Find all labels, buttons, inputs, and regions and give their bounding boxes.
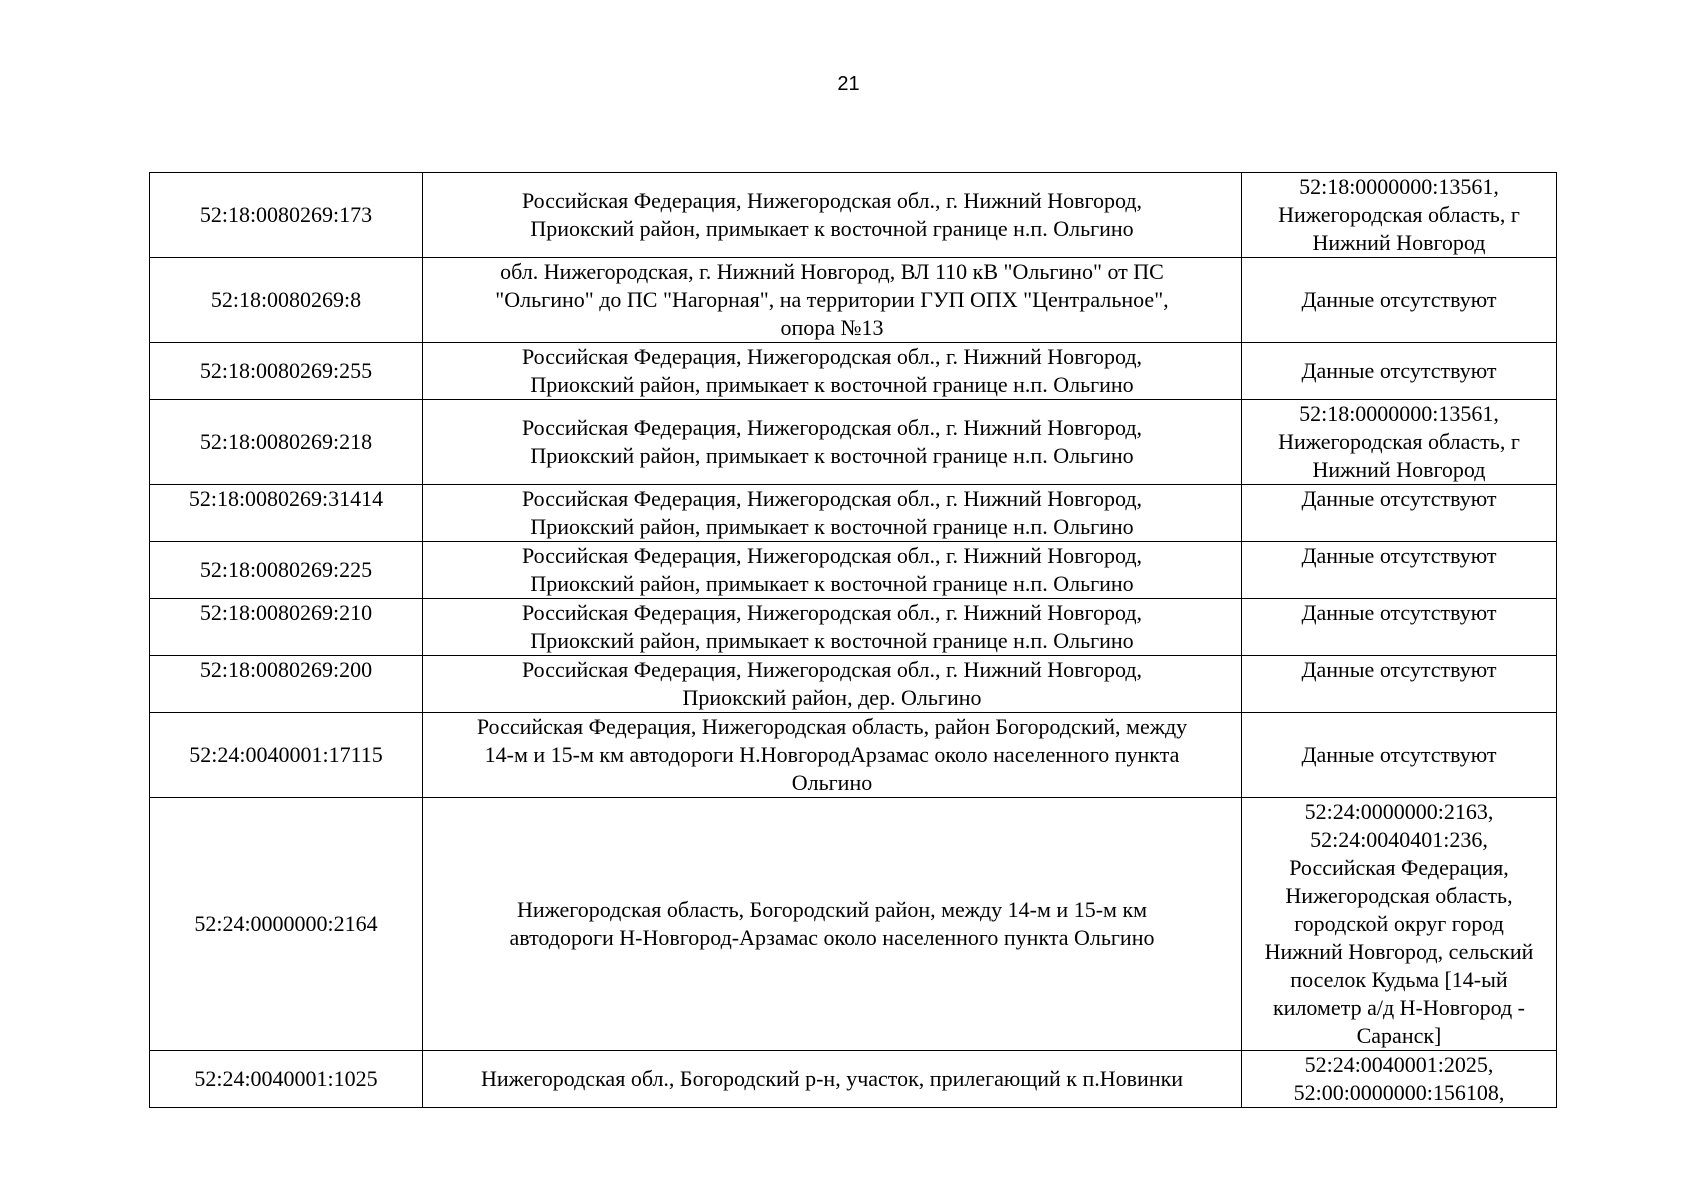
related-line: 52:18:0000000:13561,: [1299, 401, 1499, 426]
related-line: Нижний Новгород: [1312, 230, 1486, 255]
related-line: Данные отсутствуют: [1301, 742, 1497, 767]
address-cell: [423, 656, 1242, 713]
related-line: Нижегородская область, г: [1278, 202, 1520, 227]
related-line: 52:24:0040001:2025,: [1304, 1052, 1494, 1077]
address-line: "Ольгино" до ПС "Нагорная", на территории ГУП ОПХ "Центральное",: [495, 287, 1169, 312]
address-line: Приокский район, примыкает к восточной границе н.п. Ольгино: [530, 571, 1134, 596]
address-line: Российская Федерация, Нижегородская обл., г. Нижний Новгород,: [521, 344, 1143, 369]
related-cell: [1242, 656, 1557, 713]
cadastral-number-cell: [150, 599, 423, 656]
related-line: Российская Федерация,: [1289, 855, 1509, 880]
address-line: Нижегородская область, Богородский район, между 14-м и 15-м км: [516, 897, 1148, 922]
related-line: Данные отсутствуют: [1301, 486, 1497, 511]
address-cell: [423, 400, 1242, 485]
cadastral-number: 52:18:0080269:31414: [188, 486, 384, 511]
address-line: Российская Федерация, Нижегородская область, район Богородский, между: [476, 714, 1188, 739]
address-line: Приокский район, примыкает к восточной границе н.п. Ольгино: [530, 372, 1134, 397]
related-cell: [1242, 542, 1557, 599]
address-line: Приокский район, дер. Ольгино: [682, 685, 982, 710]
address-line: Приокский район, примыкает к восточной границе н.п. Ольгино: [530, 216, 1134, 241]
cadastral-number-cell: [150, 400, 423, 485]
cadastral-number-cell: [150, 258, 423, 343]
address-line: 14-м и 15-м км автодороги Н.НовгородАрзамас около населенного пункта: [484, 742, 1180, 767]
table-row: [150, 485, 1557, 542]
table-row: [150, 258, 1557, 343]
address-line: опора №13: [780, 315, 884, 340]
page-number: 21: [837, 73, 860, 95]
related-line: городской округ город: [1294, 911, 1504, 936]
cadastral-number: 52:18:0080269:225: [199, 557, 373, 582]
cadastral-number: 52:18:0080269:200: [199, 657, 373, 682]
related-line: 52:18:0000000:13561,: [1299, 174, 1499, 199]
cadastral-number: 52:18:0080269:8: [210, 287, 362, 312]
address-line: Российская Федерация, Нижегородская обл., г. Нижний Новгород,: [521, 657, 1143, 682]
cadastral-number-cell: [150, 343, 423, 400]
address-line: Российская Федерация, Нижегородская обл., г. Нижний Новгород,: [521, 600, 1143, 625]
related-cell: [1242, 1051, 1557, 1108]
related-line: Саранск]: [1356, 1023, 1442, 1048]
address-line: Российская Федерация, Нижегородская обл., г. Нижний Новгород,: [521, 543, 1143, 568]
related-line: Нижний Новгород, сельский: [1264, 939, 1534, 964]
address-cell: [423, 1051, 1242, 1108]
table-row: [150, 798, 1557, 1051]
cadastral-number: 52:24:0000000:2164: [194, 911, 378, 936]
related-cell: [1242, 343, 1557, 400]
related-line: Данные отсутствуют: [1301, 358, 1497, 383]
related-line: 52:00:0000000:156108,: [1293, 1080, 1505, 1105]
address-cell: [423, 173, 1242, 258]
cadastral-number-cell: [150, 173, 423, 258]
address-line: Приокский район, примыкает к восточной границе н.п. Ольгино: [530, 628, 1134, 653]
address-line: Российская Федерация, Нижегородская обл., г. Нижний Новгород,: [521, 486, 1143, 511]
related-line: поселок Кудьма [14-ый: [1290, 967, 1508, 992]
related-line: Данные отсутствуют: [1301, 600, 1497, 625]
cadastral-number: 52:24:0040001:1025: [194, 1066, 378, 1091]
address-line: Российская Федерация, Нижегородская обл., г. Нижний Новгород,: [521, 188, 1143, 213]
address-cell: [423, 542, 1242, 599]
table-row: [150, 713, 1557, 798]
cadastral-number-cell: [150, 798, 423, 1051]
related-cell: [1242, 400, 1557, 485]
related-cell: [1242, 173, 1557, 258]
related-cell: [1242, 798, 1557, 1051]
cadastral-number-cell: [150, 656, 423, 713]
related-line: Данные отсутствуют: [1301, 543, 1497, 568]
related-line: 52:24:0040401:236,: [1310, 827, 1488, 852]
related-line: километр а/д Н-Новгород -: [1272, 995, 1525, 1020]
address-line: Приокский район, примыкает к восточной границе н.п. Ольгино: [530, 514, 1134, 539]
related-cell: [1242, 599, 1557, 656]
address-line: Российская Федерация, Нижегородская обл., г. Нижний Новгород,: [521, 415, 1143, 440]
table-row: [150, 1051, 1557, 1108]
related-line: Данные отсутствуют: [1301, 657, 1497, 682]
cadastral-number-cell: [150, 542, 423, 599]
cadastral-number: 52:18:0080269:173: [199, 202, 373, 227]
cadastral-number-cell: [150, 1051, 423, 1108]
related-line: Нижний Новгород: [1312, 457, 1486, 482]
related-cell: [1242, 713, 1557, 798]
address-cell: [423, 713, 1242, 798]
cadastral-number-cell: [150, 485, 423, 542]
address-cell: [423, 798, 1242, 1051]
related-line: 52:24:0000000:2163,: [1304, 799, 1494, 824]
table-row: [150, 599, 1557, 656]
cadastral-table: [149, 172, 1557, 1108]
table-row: [150, 400, 1557, 485]
cadastral-number: 52:24:0040001:17115: [189, 742, 383, 767]
address-cell: [423, 485, 1242, 542]
table-row: [150, 656, 1557, 713]
table-row: [150, 343, 1557, 400]
address-line: Приокский район, примыкает к восточной границе н.п. Ольгино: [530, 443, 1134, 468]
address-line: Ольгино: [791, 770, 873, 795]
cadastral-number: 52:18:0080269:255: [199, 358, 373, 383]
table-row: [150, 542, 1557, 599]
address-line: автодороги Н-Новгород-Арзамас около населенного пункта Ольгино: [509, 925, 1155, 950]
address-cell: [423, 258, 1242, 343]
cadastral-number: 52:18:0080269:210: [199, 600, 373, 625]
related-cell: [1242, 485, 1557, 542]
address-line: Нижегородская обл., Богородский р-н, участок, прилегающий к п.Новинки: [480, 1066, 1184, 1091]
address-line: обл. Нижегородская, г. Нижний Новгород, ВЛ 110 кВ "Ольгино" от ПС: [500, 259, 1164, 284]
cadastral-number: 52:18:0080269:218: [199, 429, 373, 454]
cadastral-number-cell: [150, 713, 423, 798]
address-cell: [423, 599, 1242, 656]
table-row: [150, 173, 1557, 258]
related-cell: [1242, 258, 1557, 343]
address-cell: [423, 343, 1242, 400]
related-line: Нижегородская область,: [1285, 883, 1513, 908]
related-line: Нижегородская область, г: [1278, 429, 1520, 454]
related-line: Данные отсутствуют: [1301, 287, 1497, 312]
